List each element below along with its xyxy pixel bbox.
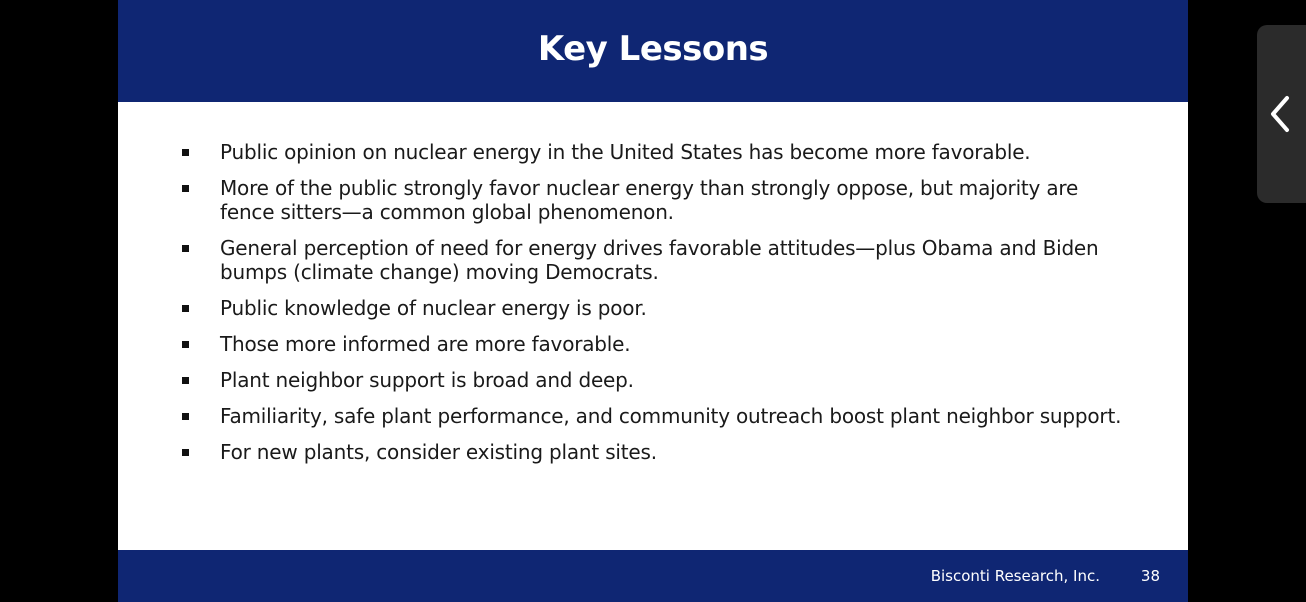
bullet-list (180, 140, 1130, 476)
square-bullet-icon (182, 377, 189, 384)
footer-company-name: Bisconti Research, Inc. (930, 567, 1100, 585)
bullet-text: Plant neighbor support is broad and deep. (220, 368, 634, 392)
bullet-item (180, 296, 1130, 320)
square-bullet-icon (182, 449, 189, 456)
slide-header (118, 0, 1188, 102)
bullet-item (180, 176, 1130, 224)
square-bullet-icon (182, 185, 189, 192)
presentation-slide (118, 0, 1188, 602)
bullet-item (180, 332, 1130, 356)
slide-footer (118, 550, 1188, 602)
bullet-text: For new plants, consider existing plant sites. (220, 440, 657, 464)
bullet-text: Public knowledge of nuclear energy is poor. (220, 296, 647, 320)
square-bullet-icon (182, 245, 189, 252)
bullet-item (180, 440, 1130, 464)
slide-page-number: 38 (1140, 567, 1160, 585)
bullet-text: Familiarity, safe plant performance, and community outreach boost plant neighbor support. (220, 404, 1122, 428)
bullet-text: General perception of need for energy drives favorable attitudes—plus Obama and Biden bumps (climate change) moving Democrats. (220, 236, 1099, 284)
bullet-text: Those more informed are more favorable. (220, 332, 631, 356)
bullet-item (180, 236, 1130, 284)
bullet-text: More of the public strongly favor nuclear energy than strongly oppose, but majority are fence sitters—a common global phenomenon. (220, 176, 1079, 224)
bullet-item (180, 368, 1130, 392)
square-bullet-icon (182, 413, 189, 420)
side-panel-toggle-button[interactable] (1257, 25, 1306, 203)
square-bullet-icon (182, 149, 189, 156)
square-bullet-icon (182, 305, 189, 312)
bullet-item (180, 404, 1130, 428)
slide-title: Key Lessons (537, 29, 769, 69)
chevron-left-icon (1267, 94, 1293, 134)
square-bullet-icon (182, 341, 189, 348)
bullet-item (180, 140, 1130, 164)
bullet-text: Public opinion on nuclear energy in the United States has become more favorable. (220, 140, 1031, 164)
